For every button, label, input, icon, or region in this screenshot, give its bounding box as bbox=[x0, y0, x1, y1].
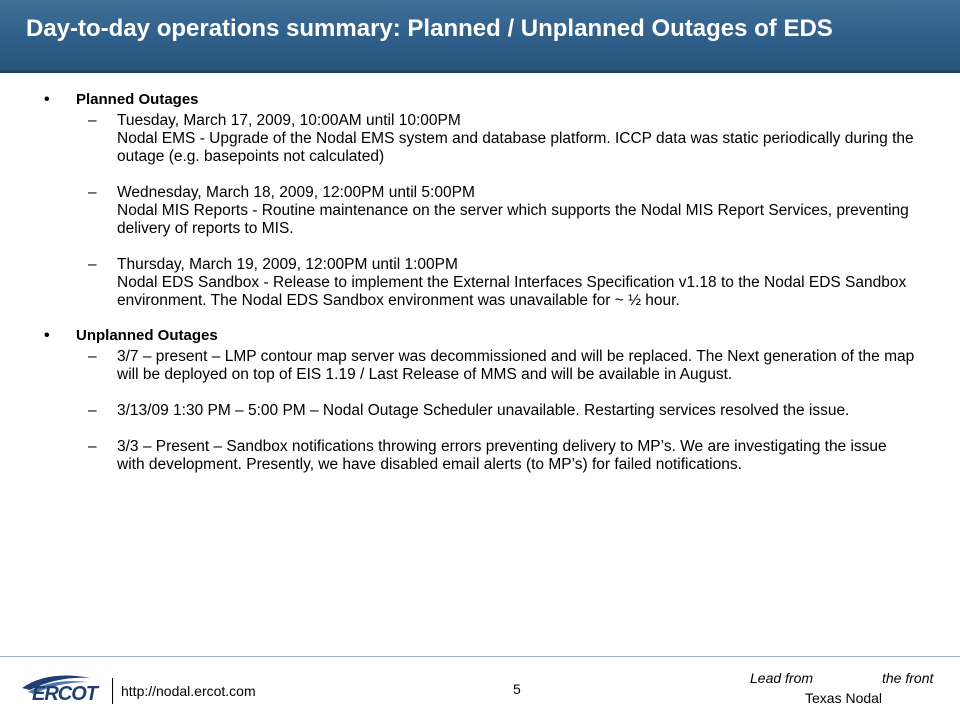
list-item bbox=[88, 438, 924, 474]
section-unplanned-outages bbox=[44, 327, 924, 474]
item-line: Wednesday, March 18, 2009, 12:00PM until 5:00PM bbox=[117, 184, 475, 201]
item-line: 3/7 – present – LMP contour map server was decommissioned and will be replaced. The Next generation of the map will be deployed on top of EIS 1.19 / Last Release of MMS and will be available in August. bbox=[117, 348, 915, 383]
item-line: 3/13/09 1:30 PM – 5:00 PM – Nodal Outage Scheduler unavailable. Restarting services resolved the issue. bbox=[117, 402, 850, 419]
list-item bbox=[88, 348, 924, 384]
dash-icon: – bbox=[88, 438, 97, 455]
dash-icon: – bbox=[88, 256, 97, 273]
item-line: Nodal MIS Reports - Routine maintenance on the server which supports the Nodal MIS Report Services, preventing delivery of reports to MIS. bbox=[117, 202, 909, 237]
section-heading: Unplanned Outages bbox=[76, 327, 218, 344]
list-item bbox=[88, 256, 924, 310]
dash-icon: – bbox=[88, 348, 97, 365]
tagline-part3: Texas Nodal bbox=[805, 690, 883, 706]
item-line: Nodal EMS - Upgrade of the Nodal EMS system and database platform. ICCP data was static periodically during the outage (e.g. basepoints not calculated) bbox=[117, 130, 914, 165]
page-number: 5 bbox=[513, 681, 521, 697]
item-line: Tuesday, March 17, 2009, 10:00AM until 10:00PM bbox=[117, 112, 461, 129]
title-bar bbox=[0, 0, 960, 73]
footer-rule bbox=[0, 656, 960, 657]
footer-divider bbox=[112, 678, 113, 704]
title-underline bbox=[0, 70, 960, 73]
section-heading: Planned Outages bbox=[76, 91, 199, 108]
item-line: Nodal EDS Sandbox - Release to implement the External Interfaces Specification v1.18 to the Nodal EDS Sandbox environment. The Nodal EDS Sandbox environment was unavailable for ~ ½ hour. bbox=[117, 274, 907, 309]
tagline-part1: Lead from bbox=[750, 670, 814, 686]
slide-body bbox=[44, 91, 924, 491]
slide-title: Day-to-day operations summary: Planned / Unplanned Outages of EDS bbox=[26, 15, 833, 42]
tagline-part2: the front bbox=[882, 670, 934, 686]
dash-icon: – bbox=[88, 184, 97, 201]
logo-text: ERCOT bbox=[32, 683, 97, 705]
bullet-icon: • bbox=[44, 91, 50, 108]
list-item bbox=[88, 184, 924, 238]
item-line: 3/3 – Present – Sandbox notifications throwing errors preventing delivery to MP’s. We are investigating the issue with development. Presently, we have disabled email alerts (to MP’s) for failed notifications. bbox=[117, 438, 887, 473]
footer-url-link[interactable]: http://nodal.ercot.com bbox=[121, 683, 256, 699]
dash-icon: – bbox=[88, 112, 97, 129]
item-line: Thursday, March 19, 2009, 12:00PM until 1:00PM bbox=[117, 256, 458, 273]
ercot-logo bbox=[18, 668, 98, 706]
bullet-icon: • bbox=[44, 327, 50, 344]
section-planned-outages bbox=[44, 91, 924, 310]
list-item bbox=[88, 112, 924, 166]
list-item bbox=[88, 402, 924, 420]
dash-icon: – bbox=[88, 402, 97, 419]
